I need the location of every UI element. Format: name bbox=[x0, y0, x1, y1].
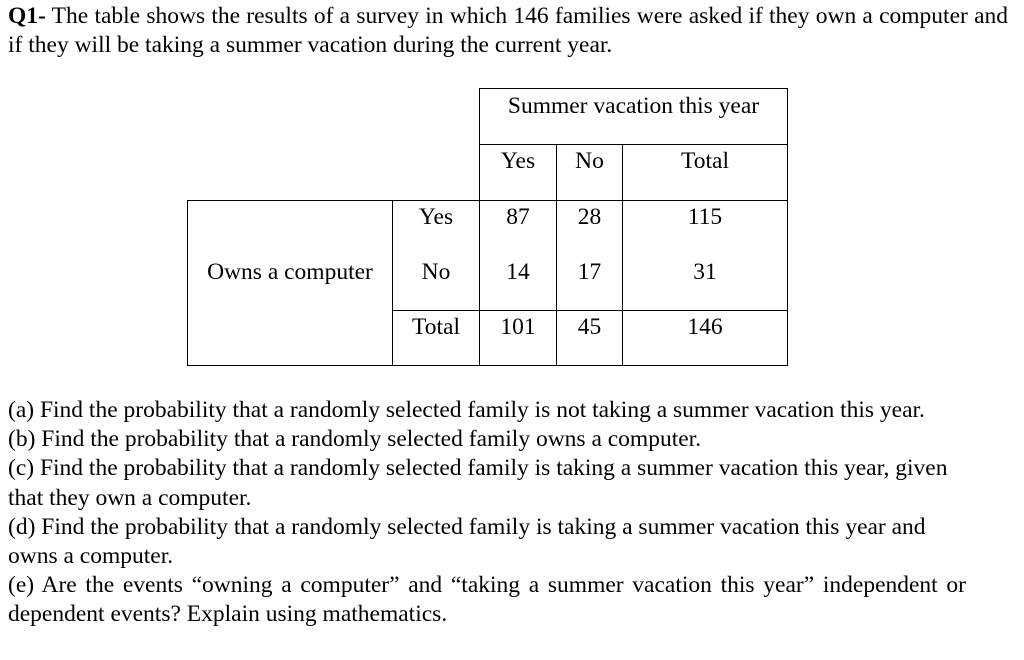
table-cell: 31 bbox=[693, 259, 717, 285]
question-a: (a) Find the probability that a randomly selected family is not taking a summer vacation this year. bbox=[8, 397, 925, 423]
table-border-top bbox=[479, 88, 787, 89]
table-cell: 87 bbox=[506, 204, 530, 230]
table-rule bbox=[187, 200, 787, 201]
table-cell: 17 bbox=[577, 259, 602, 285]
question-d: (d) Find the probability that a randomly selected family is taking a summer vacation this year and owns a computer. bbox=[8, 513, 926, 570]
row-label-total: Total bbox=[412, 314, 460, 340]
table-rule bbox=[479, 144, 787, 145]
column-group-header: Summer vacation this year bbox=[507, 93, 760, 119]
row-group-header: Owns a computer bbox=[207, 259, 373, 285]
table-cell: 14 bbox=[506, 259, 530, 285]
problem-statement bbox=[8, 2, 1008, 60]
column-header-total: Total bbox=[681, 148, 729, 174]
table-cell: 146 bbox=[687, 314, 723, 340]
table-cell: 101 bbox=[500, 314, 536, 340]
table-border-right bbox=[787, 88, 788, 366]
table-cell: 28 bbox=[577, 204, 602, 230]
problem-intro: The table shows the results of a survey in which 146 families were asked if they own a computer and if they will be taking a summer vacation during the current year. bbox=[8, 3, 1008, 58]
table-rule bbox=[392, 310, 787, 311]
row-label-no: No bbox=[421, 259, 451, 285]
question-c: (c) Find the probability that a randomly selected family is taking a summer vacation this year, given that they own a computer. bbox=[8, 455, 948, 511]
column-header-no: No bbox=[575, 148, 604, 174]
table-cell: 45 bbox=[577, 314, 602, 340]
table-cell: 115 bbox=[687, 204, 723, 230]
question-b: (b) Find the probability that a randomly selected family owns a computer. bbox=[8, 426, 702, 453]
column-header-yes: Yes bbox=[500, 148, 536, 174]
question-list bbox=[8, 396, 966, 630]
row-label-yes: Yes bbox=[418, 204, 454, 230]
table-border-bottom bbox=[187, 365, 787, 366]
question-e: (e) Are the events “owning a computer” and “taking a summer vacation this year” independent or dependent events? Explain using mathematics. bbox=[8, 572, 966, 628]
problem-label: Q1- bbox=[8, 3, 46, 29]
